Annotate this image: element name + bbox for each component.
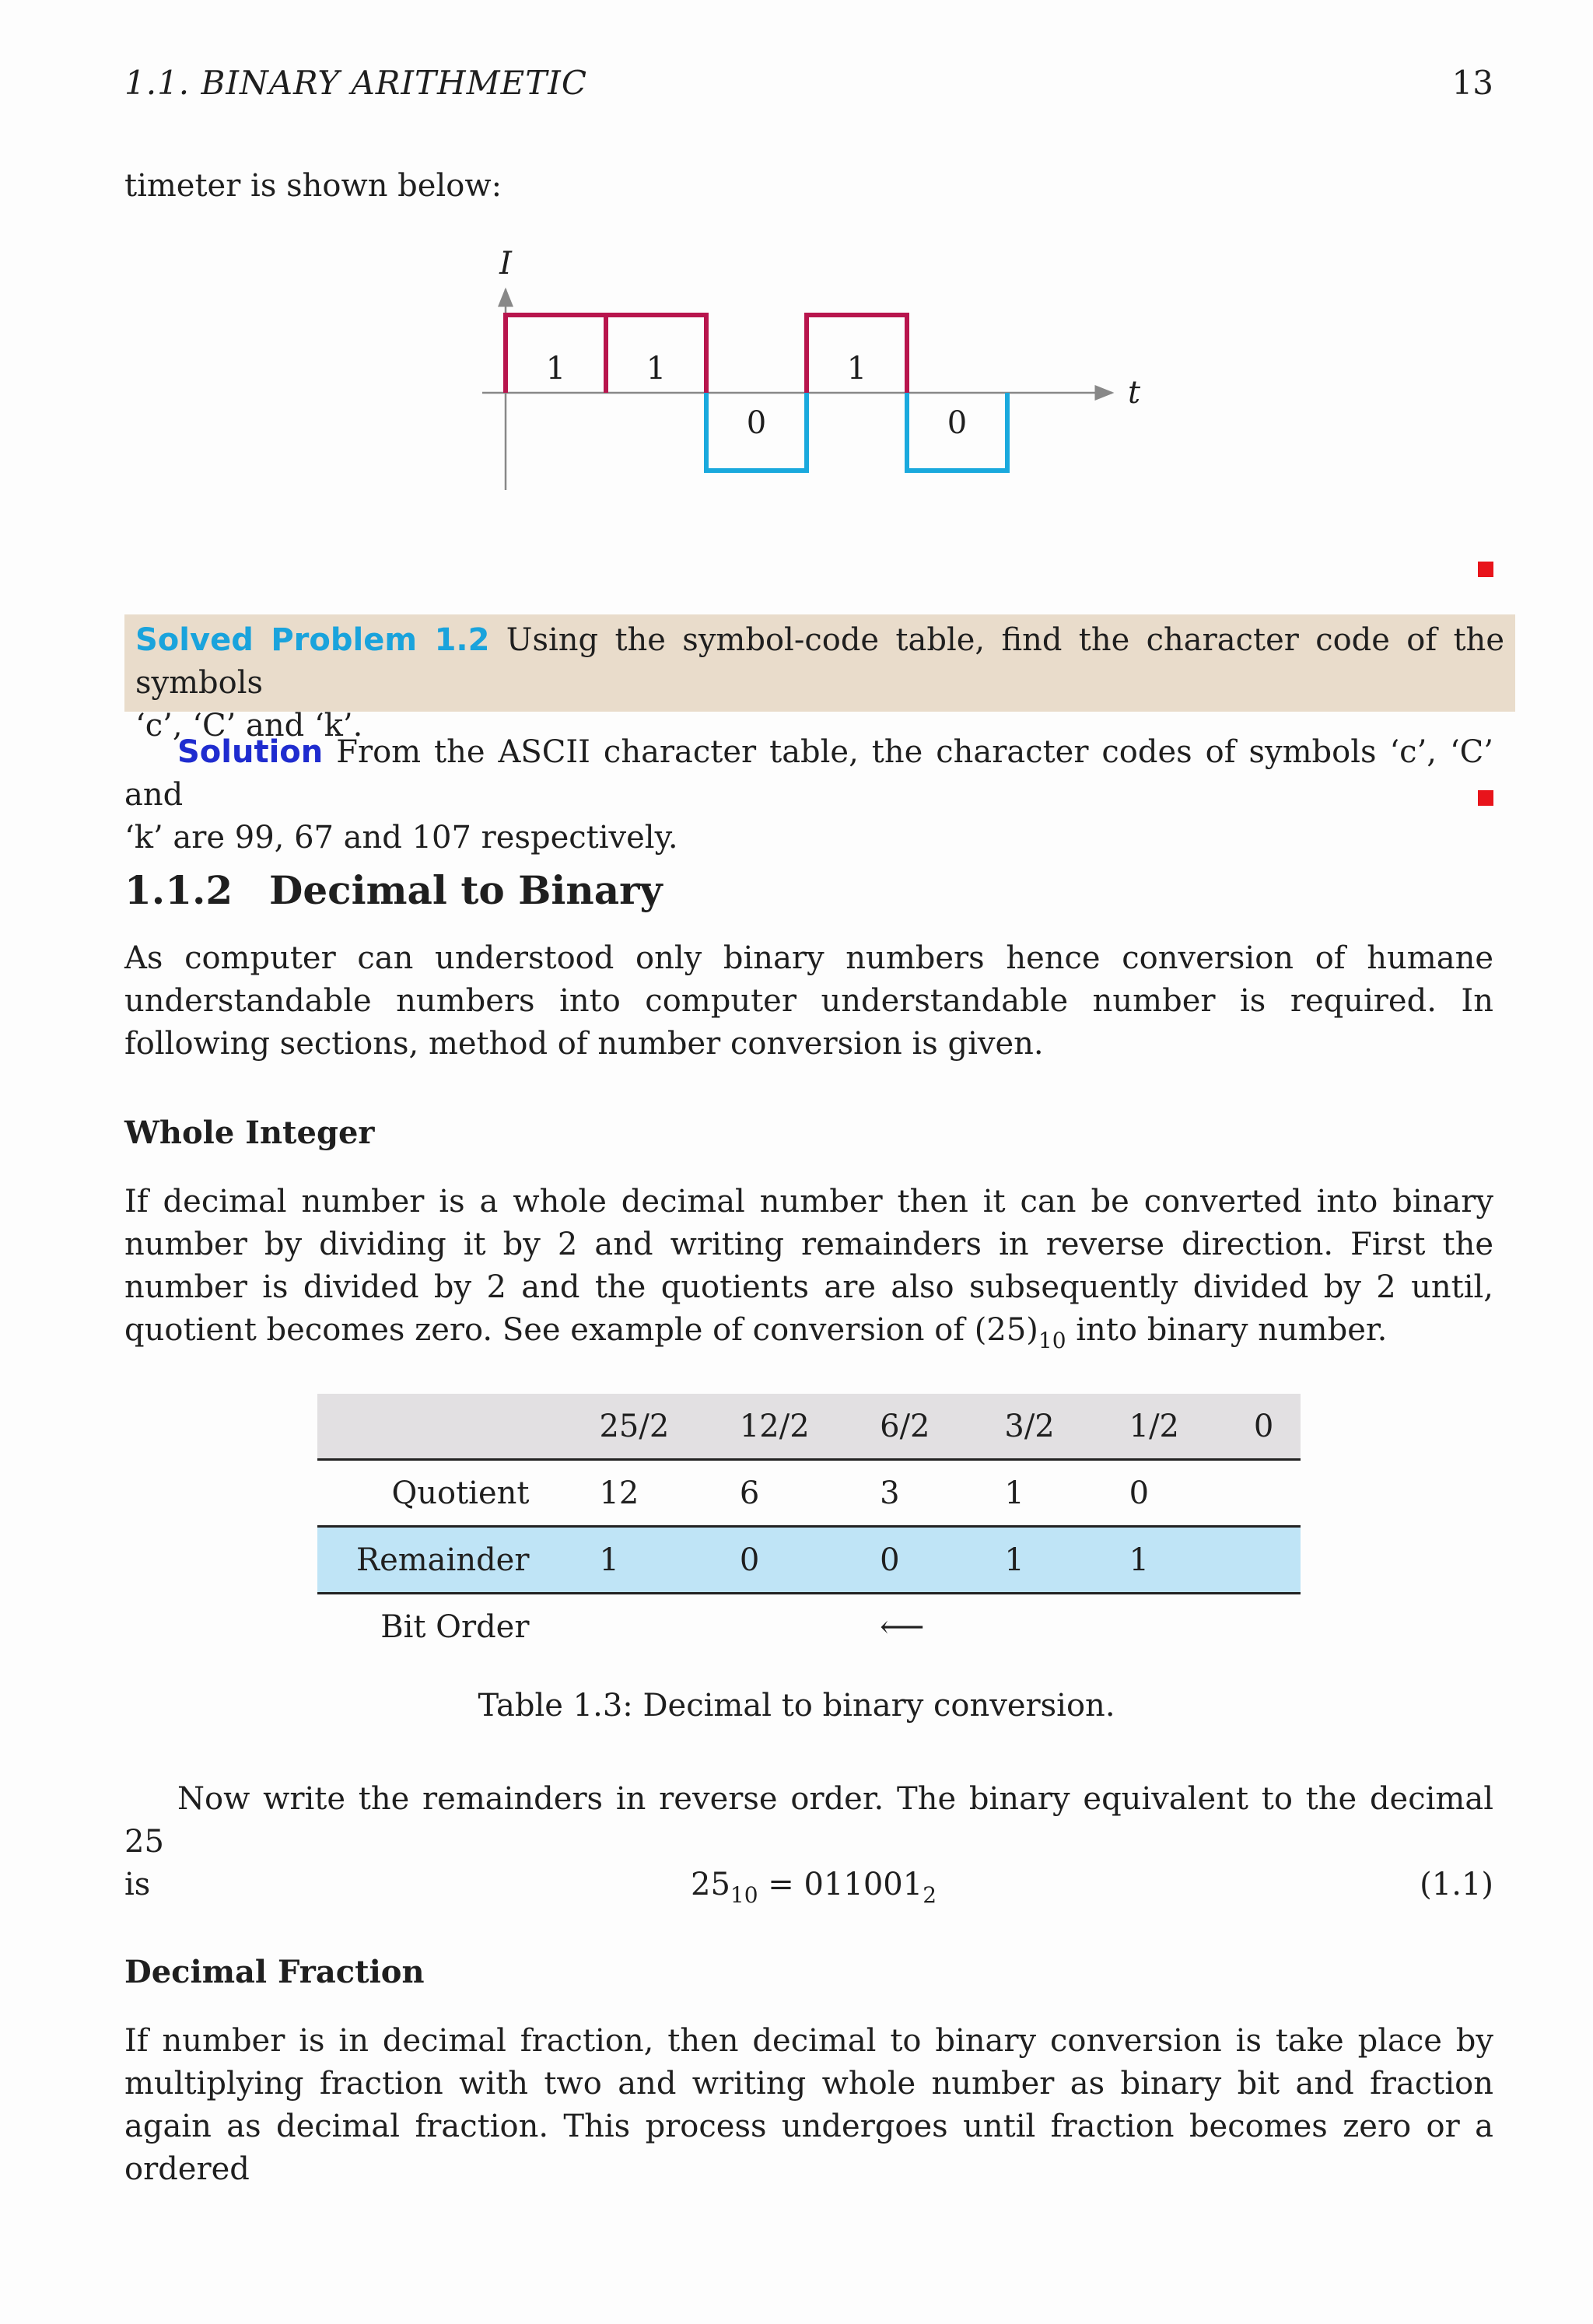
y-axis-label: I [499,246,512,282]
table-cell [740,1594,880,1660]
table-cell: 1 [560,1527,739,1594]
table-cell: 0 [880,1527,1004,1594]
table-cell [1129,1594,1254,1660]
table-cell [560,1594,739,1660]
table-cell: 6/2 [880,1394,1004,1460]
qed-square-icon [1478,562,1493,577]
table-cell [1004,1594,1129,1660]
whole-integer-text: If decimal number is a whole decimal number then it can be converted into binary number by dividing it by 2 and writing remainders in reverse direction. First the number is divided by 2 and the quotients are also subsequently divided by 2 until, quotient becomes zero. See example of conversion of (25) [124,1184,1493,1348]
decimal-fraction-heading: Decimal Fraction [124,1954,425,1990]
table-cell: 3 [880,1460,1004,1527]
table-row-label: Bit Order [380,1608,530,1645]
solved-problem-text [135,619,1504,747]
table-cell: 1 [1004,1527,1129,1594]
table-cell: 6 [740,1460,880,1527]
table-row-bit-order [317,1594,1301,1660]
table-cell: 1/2 [1129,1394,1254,1460]
solved-problem-line1: Using the symbol-code table, find the character code of the symbols [135,622,1504,701]
decimal-fraction-paragraph: If number is in decimal fraction, then decimal to binary conversion is take place by multiplying fraction with two and writing whole number as binary bit and fraction again as decimal fraction. This process undergoes until fraction becomes zero or a ordered [124,2023,1493,2187]
running-header: 1.1. BINARY ARITHMETIC [124,64,588,102]
qed-square-icon [1478,790,1493,806]
after-table-line2: is [124,1867,151,1902]
table-cell [1254,1460,1301,1527]
equation-equals: = [758,1867,804,1902]
solved-problem-line2: ‘c’, ‘C’ and ‘k’. [135,708,363,744]
table-cell: 1 [1004,1460,1129,1527]
equation-left: 25 [691,1867,730,1902]
pulse-bit-label: 1 [646,351,667,387]
section-paragraph: As computer can understood only binary numbers hence conversion of humane understandable numbers into computer understandable number is required. In following sections, method of number conversion is given. [124,940,1493,1062]
whole-integer-base: 10 [1038,1327,1066,1353]
solution-line2: ‘k’ are 99, 67 and 107 respectively. [124,820,678,856]
pulse-bit-label: 1 [545,351,566,387]
table-cell: 0 [1254,1394,1301,1460]
table-cell: 0 [1129,1460,1254,1527]
equation-number: (1.1) [1420,1867,1493,1902]
solution-text [124,731,1493,859]
table-cell: 0 [740,1527,880,1594]
conversion-table [317,1394,1301,1659]
solution-label: Solution [177,734,324,770]
table-row-remainder [317,1527,1301,1594]
table-cell: 25/2 [560,1394,739,1460]
whole-integer-text-end: into binary number. [1066,1312,1388,1348]
pulse-bit-label: 1 [846,351,867,387]
table-row-label: Quotient [317,1460,560,1527]
x-axis-label: t [1127,375,1141,411]
table-row-label: Remainder [317,1527,560,1594]
table-caption: Table 1.3: Decimal to binary conversion. [478,1688,1115,1724]
after-table-line1: Now write the remainders in reverse order. The binary equivalent to the decimal 25 [124,1781,1493,1860]
table-cell: 12/2 [740,1394,880,1460]
left-arrow-icon: ⟵ [880,1608,925,1645]
equation-right-base: 2 [923,1881,937,1908]
equation [691,1867,937,1908]
current-waveform-figure [467,241,1167,498]
page-number: 13 [1451,64,1493,102]
pulse-bit-label: 0 [746,405,767,441]
table-cell: 3/2 [1004,1394,1129,1460]
table-cell: 1 [1129,1527,1254,1594]
solution-line1: From the ASCII character table, the character codes of symbols ‘c’, ‘C’ and [124,734,1493,813]
solved-problem-box [124,614,1515,744]
section-number: 1.1.2 [124,867,233,913]
table-cell [1254,1594,1301,1660]
section-heading [124,867,663,913]
equation-left-base: 10 [730,1881,758,1908]
solved-problem-label: Solved Problem 1.2 [135,622,490,658]
table-cell: 12 [560,1460,739,1527]
equation-right: 011001 [804,1867,923,1902]
pulse-bit-label: 0 [947,405,968,441]
table-cell [317,1394,560,1460]
whole-integer-heading: Whole Integer [124,1115,375,1151]
section-title: Decimal to Binary [269,867,663,913]
table-header-row [317,1394,1301,1460]
table-cell [1254,1527,1301,1594]
intro-text: timeter is shown below: [124,168,502,204]
table-row-quotient [317,1460,1301,1527]
whole-integer-paragraph [124,1181,1493,1352]
